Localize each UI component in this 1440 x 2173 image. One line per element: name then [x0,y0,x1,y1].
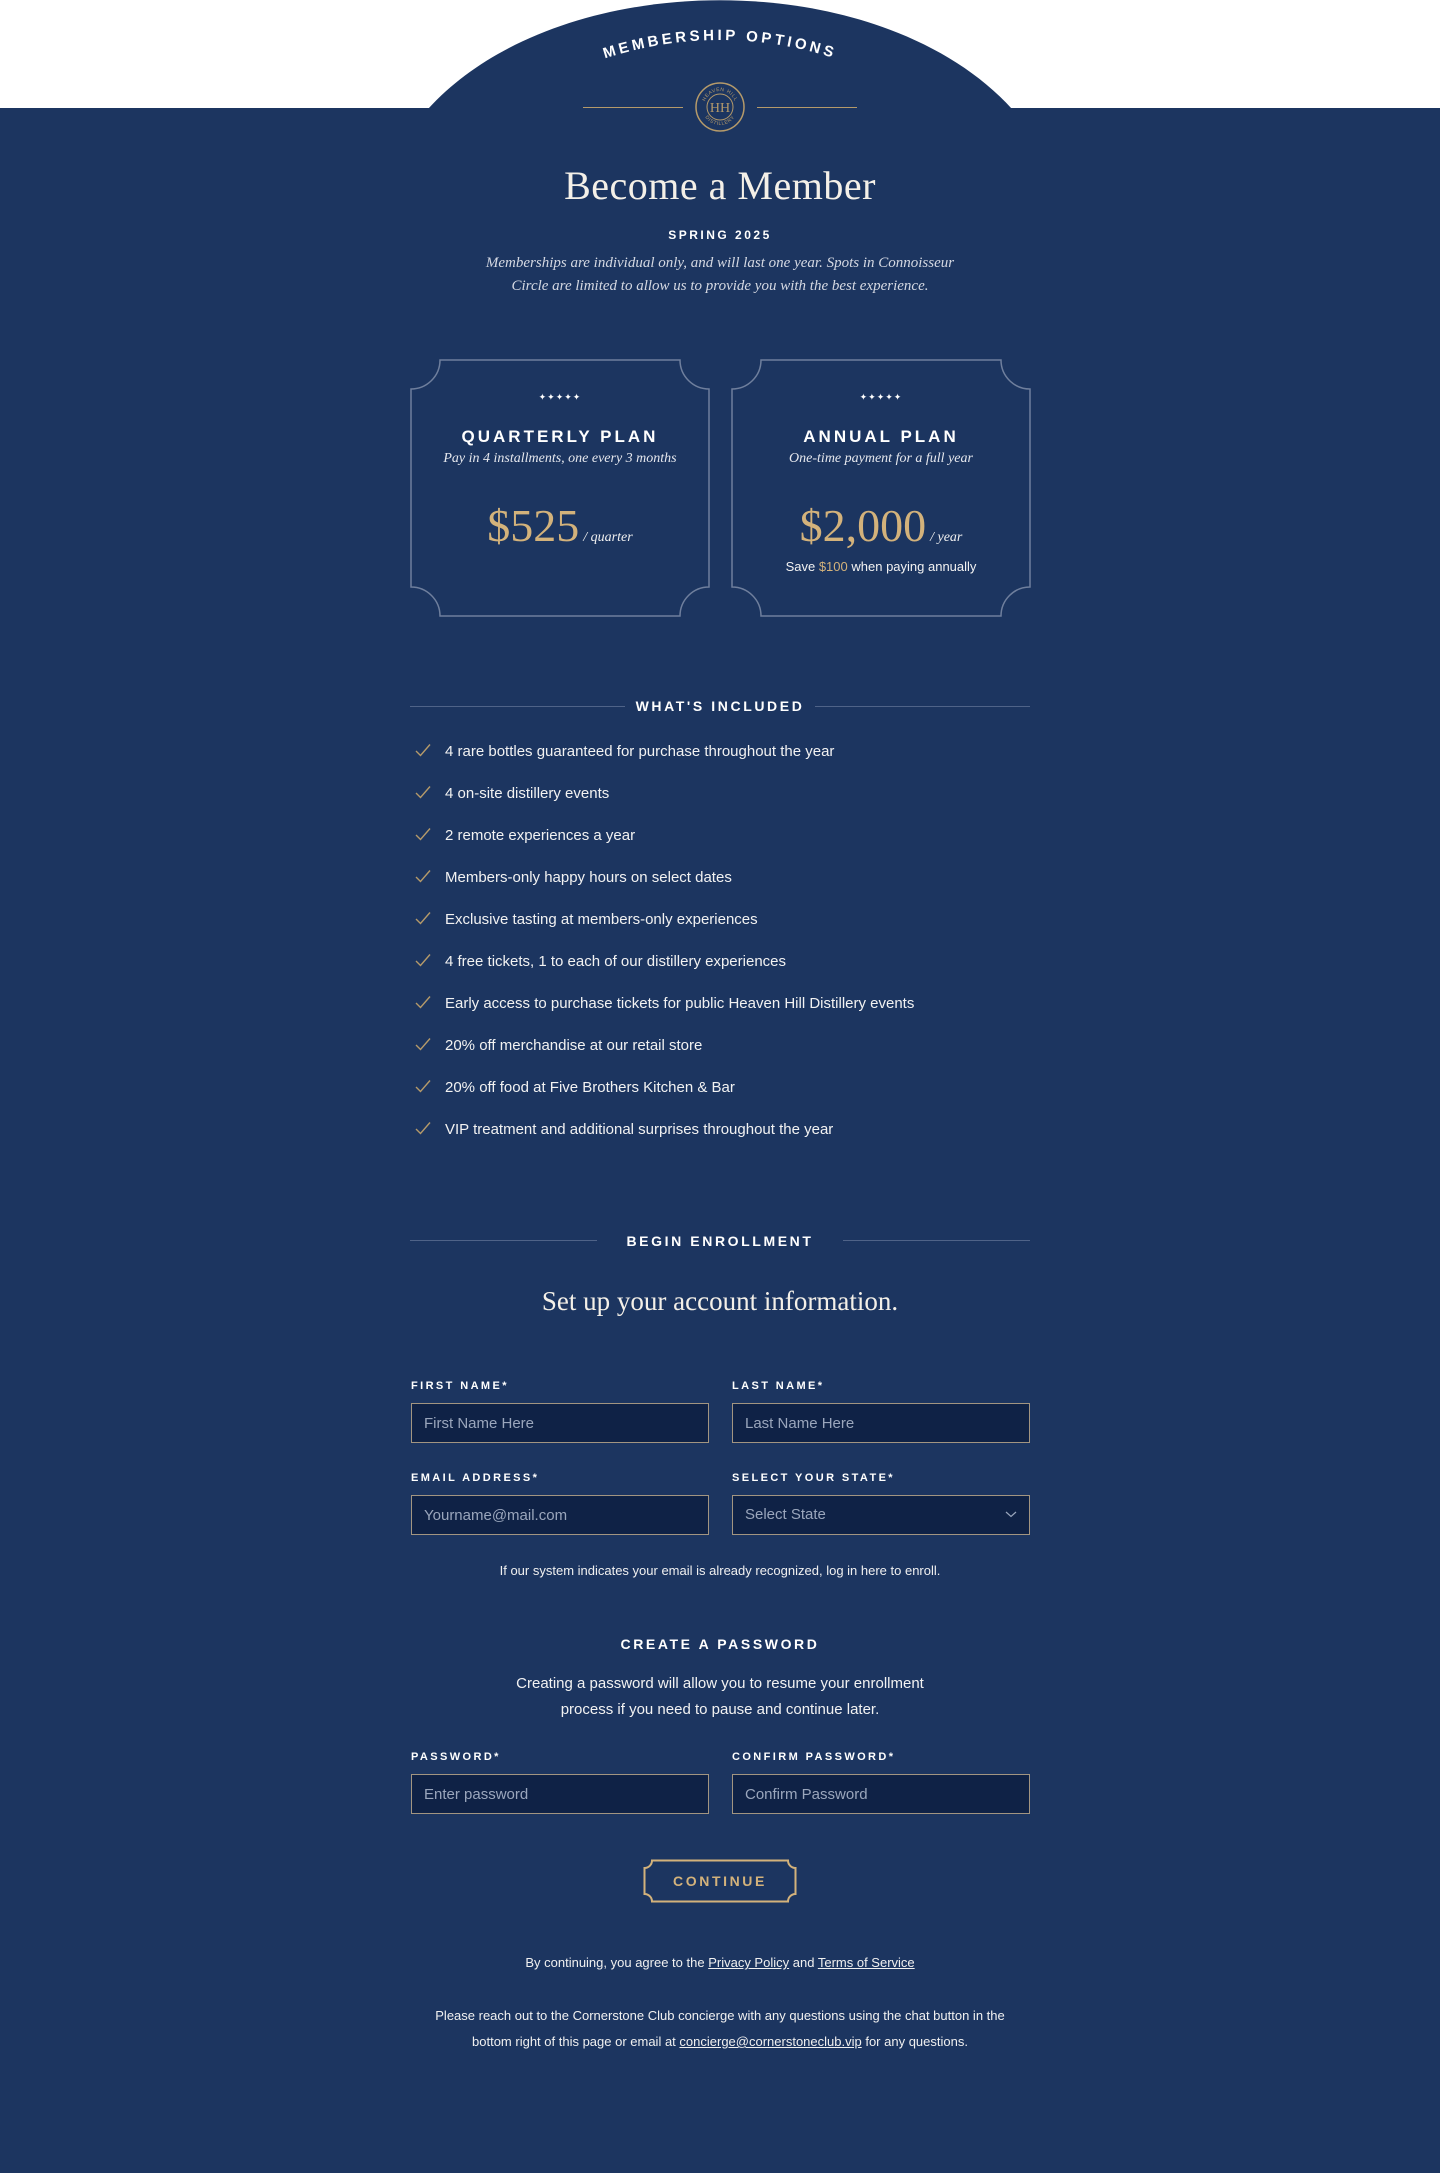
included-item-text: 4 free tickets, 1 to each of our distillery experiences [445,953,787,970]
chevron-down-icon [1005,1509,1017,1519]
first-name-input[interactable] [411,1403,709,1443]
section-rule-right [843,1240,1030,1241]
plan-period: / year [930,530,963,545]
stars-decoration: ✦✦✦✦✦ [859,392,903,402]
concierge-email-link[interactable]: concierge@cornerstoneclub.vip [679,2034,862,2049]
logo-rule-left [583,107,683,108]
section-rule-left [410,1240,597,1241]
confirm-password-label: CONFIRM PASSWORD* [732,1751,896,1763]
included-heading: WHAT'S INCLUDED [635,698,805,714]
email-label: EMAIL ADDRESS* [411,1472,540,1484]
included-list [411,742,1111,1162]
included-item-text: Members-only happy hours on select dates [445,869,732,886]
plan-description: One-time payment for a full year [789,451,973,466]
plan-price-row [731,499,1031,552]
first-name-label: FIRST NAME* [411,1380,509,1392]
last-name-field [732,1380,1030,1443]
included-item [411,994,1111,1036]
plan-card-quarterly[interactable] [410,359,710,617]
contact-note: Please reach out to the Cornerstone Club concierge with any questions using the chat button in the bottom right of this page or email at concierge@cornerstoneclub.vip for any questions. [435,2008,1005,2049]
included-item [411,742,1111,784]
check-icon [415,911,431,925]
included-item [411,910,1111,952]
password-field [411,1751,709,1814]
plan-card-annual[interactable] [731,359,1031,617]
included-item-text: Exclusive tasting at members-only experiences [445,911,758,928]
included-item [411,952,1111,994]
confirm-password-field [732,1751,1030,1814]
included-item [411,1078,1111,1120]
included-item-text: 20% off food at Five Brothers Kitchen & Bar [445,1079,735,1096]
savings-note: Save $100 when paying annually [785,559,977,574]
page-title: Become a Member [564,163,876,208]
logo-rule-right [757,107,857,108]
check-icon [415,785,431,799]
check-icon [415,1037,431,1051]
plan-period: / quarter [583,530,633,545]
check-icon [415,827,431,841]
included-item-text: VIP treatment and additional surprises throughout the year [445,1121,834,1138]
email-field [411,1472,709,1535]
included-item-text: Early access to purchase tickets for public Heaven Hill Distillery events [445,995,915,1012]
last-name-label: LAST NAME* [732,1380,825,1392]
email-input[interactable] [411,1495,709,1535]
savings-amount: $100 [818,559,848,574]
section-rule-right [815,706,1030,707]
first-name-field [411,1380,709,1443]
included-item [411,826,1111,868]
included-item [411,868,1111,910]
plan-name: ANNUAL PLAN [803,427,959,446]
plan-name: QUARTERLY PLAN [461,427,659,446]
enrollment-heading: BEGIN ENROLLMENT [626,1233,814,1249]
password-description: Creating a password will allow you to resume your enrollment process if you need to pause and continue later. [516,1675,924,1718]
plan-price: $525 [487,500,580,551]
state-select[interactable] [732,1495,1030,1535]
included-item-text: 20% off merchandise at our retail store [445,1037,703,1054]
password-label: PASSWORD* [411,1751,501,1763]
continue-button-label: CONTINUE [673,1873,767,1889]
check-icon [415,953,431,967]
password-input[interactable] [411,1774,709,1814]
stars-decoration: ✦✦✦✦✦ [538,392,582,402]
state-select-value: Select State [745,1506,826,1523]
arch-title: MEMBERSHIP OPTIONS [601,26,839,63]
recognized-email-note[interactable]: If our system indicates your email is already recognized, log in here to enroll. [499,1563,941,1578]
included-item-text: 4 rare bottles guaranteed for purchase throughout the year [445,743,835,760]
terms-of-service-link[interactable]: Terms of Service [817,1955,915,1970]
svg-text:DISTILLERY: DISTILLERY [703,114,737,128]
included-item-text: 2 remote experiences a year [445,827,636,844]
brand-logo-seal [695,80,745,134]
plan-description: Pay in 4 installments, one every 3 months [443,451,677,466]
svg-text:HEAVEN HILL: HEAVEN HILL [701,86,739,103]
privacy-policy-link[interactable]: Privacy Policy [708,1955,790,1970]
intro-text: Memberships are individual only, and will last one year. Spots in Connoisseur Circle are limited to allow us to provide you with the best experience. [485,255,955,294]
check-icon [415,743,431,757]
included-item [411,784,1111,826]
enrollment-subtitle: Set up your account information. [541,1286,899,1316]
plan-price-row [410,499,710,552]
last-name-input[interactable] [732,1403,1030,1443]
confirm-password-input[interactable] [732,1774,1030,1814]
svg-text:HH: HH [709,101,731,116]
plan-price: $2,000 [799,500,927,551]
section-rule-left [410,706,625,707]
continue-button[interactable] [643,1859,797,1903]
included-item-text: 4 on-site distillery events [445,785,610,802]
check-icon [415,995,431,1009]
included-item [411,1036,1111,1078]
check-icon [415,1079,431,1093]
state-label: SELECT YOUR STATE* [732,1472,895,1484]
check-icon [415,869,431,883]
included-item [411,1120,1111,1162]
password-heading: CREATE A PASSWORD [620,1636,820,1652]
legal-notice: By continuing, you agree to the Privacy Policy and Terms of Service [525,1955,915,1970]
season-label: SPRING 2025 [668,228,772,242]
state-field [732,1472,1030,1535]
check-icon [415,1121,431,1135]
